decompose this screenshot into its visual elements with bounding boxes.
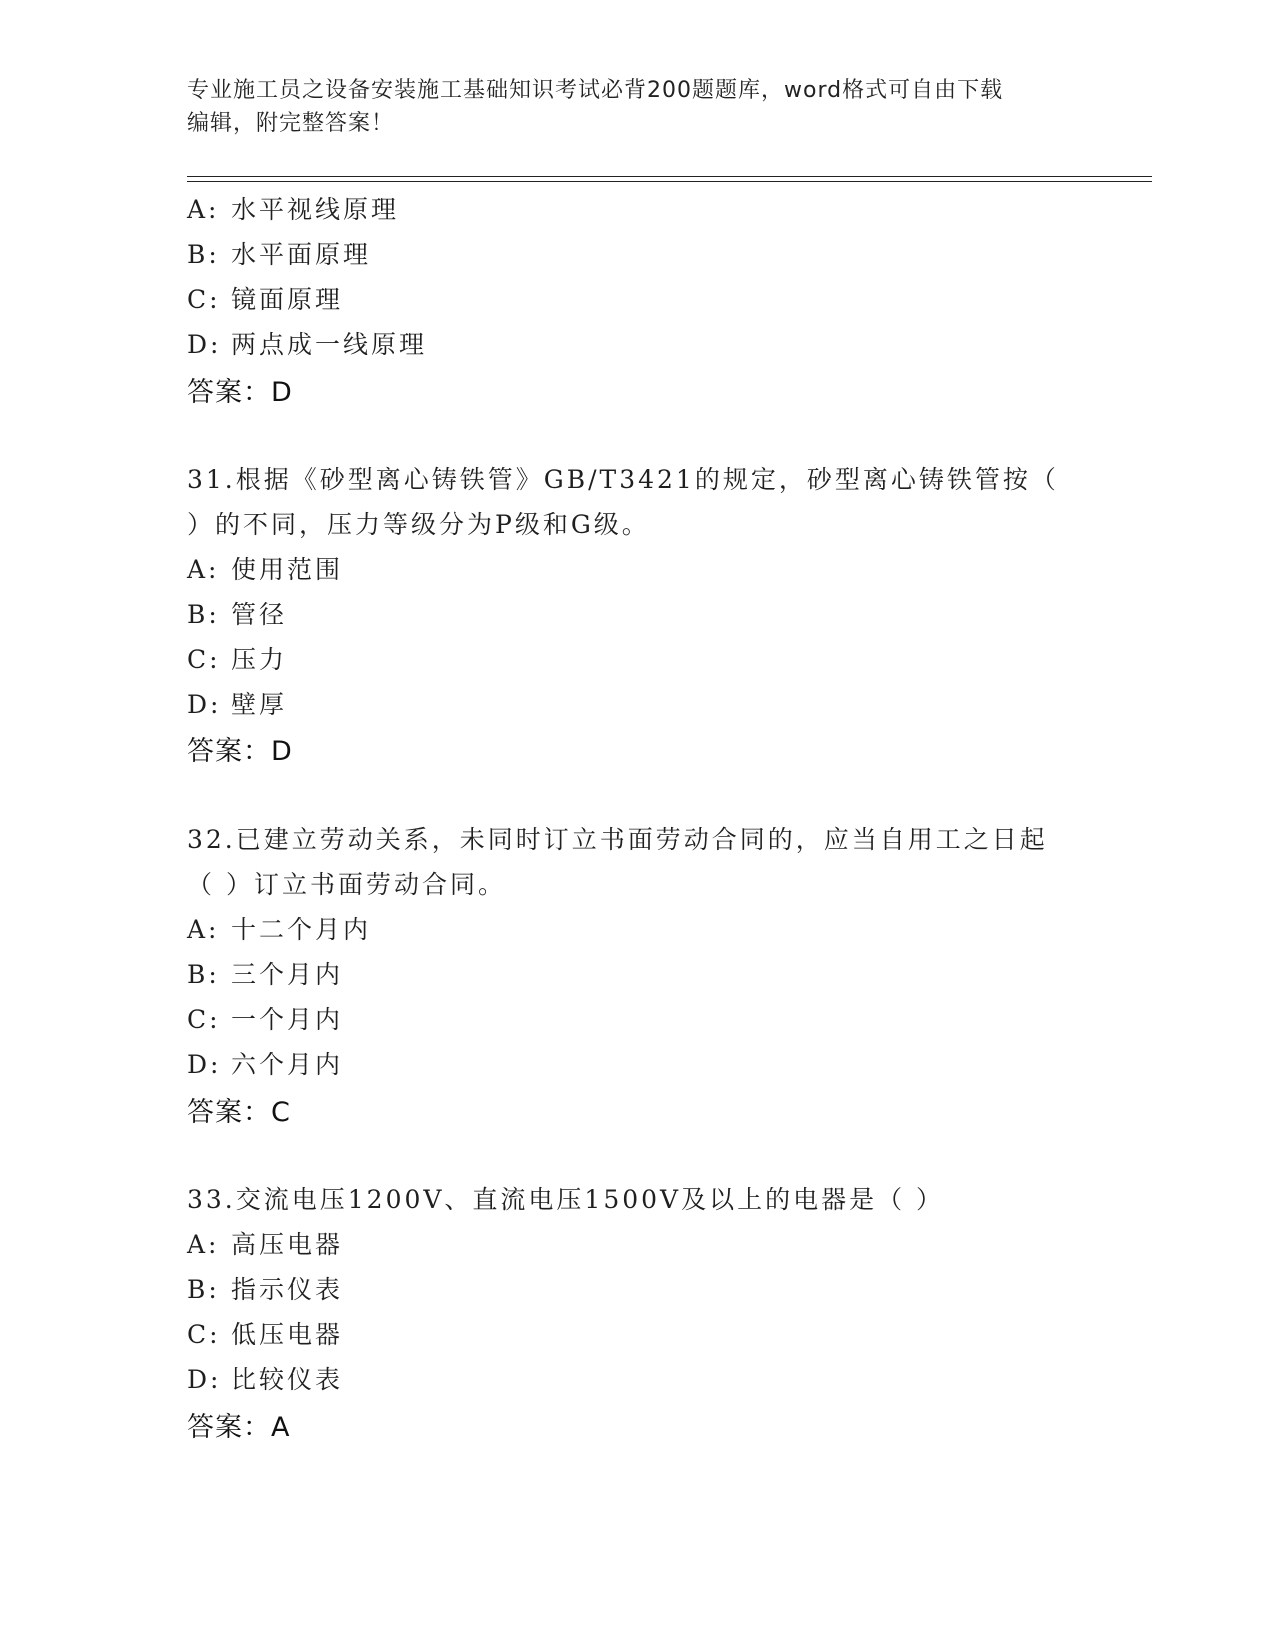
option-c: C: 低压电器 bbox=[187, 1320, 344, 1349]
option-d: D: 壁厚 bbox=[187, 690, 288, 719]
option-b: B: 指示仪表 bbox=[187, 1275, 344, 1304]
option-a: A: 使用范围 bbox=[187, 555, 344, 584]
option-c: C: 镜面原理 bbox=[187, 285, 344, 314]
option-b: B: 水平面原理 bbox=[187, 240, 372, 269]
question-32-text: 32.已建立劳动关系，未同时订立书面劳动合同的，应当自用工之日起 bbox=[187, 825, 1048, 854]
option-c: C: 一个月内 bbox=[187, 1005, 344, 1034]
answer-line: 答案：D bbox=[187, 377, 293, 408]
option-b: B: 管径 bbox=[187, 600, 288, 629]
answer-line: 答案：A bbox=[187, 1412, 291, 1443]
header-line-2: 编辑，附完整答案！ bbox=[187, 111, 395, 136]
option-b: B: 三个月内 bbox=[187, 960, 344, 989]
option-a: A: 十二个月内 bbox=[187, 915, 372, 944]
option-d: D: 两点成一线原理 bbox=[187, 330, 428, 359]
option-d: D: 比较仪表 bbox=[187, 1365, 344, 1394]
option-a: A: 高压电器 bbox=[187, 1230, 344, 1259]
question-32-text-cont: （ ）订立书面劳动合同。 bbox=[187, 870, 506, 899]
document-header bbox=[187, 74, 1087, 140]
header-divider-bottom bbox=[187, 181, 1152, 182]
header-line-1: 专业施工员之设备安装施工基础知识考试必背200题题库，word格式可自由下载 bbox=[187, 78, 1004, 103]
answer-line: 答案：C bbox=[187, 1097, 291, 1128]
question-33-text: 33.交流电压1200V、直流电压1500V及以上的电器是（ ） bbox=[187, 1185, 945, 1214]
question-31-text: 31.根据《砂型离心铸铁管》GB/T3421的规定，砂型离心铸铁管按（ bbox=[187, 465, 1059, 494]
answer-line: 答案：D bbox=[187, 736, 293, 767]
option-c: C: 压力 bbox=[187, 645, 288, 674]
header-divider-top bbox=[187, 176, 1152, 177]
option-d: D: 六个月内 bbox=[187, 1050, 344, 1079]
question-31-text-cont: ）的不同，压力等级分为P级和G级。 bbox=[187, 510, 650, 539]
option-a: A: 水平视线原理 bbox=[187, 195, 400, 224]
